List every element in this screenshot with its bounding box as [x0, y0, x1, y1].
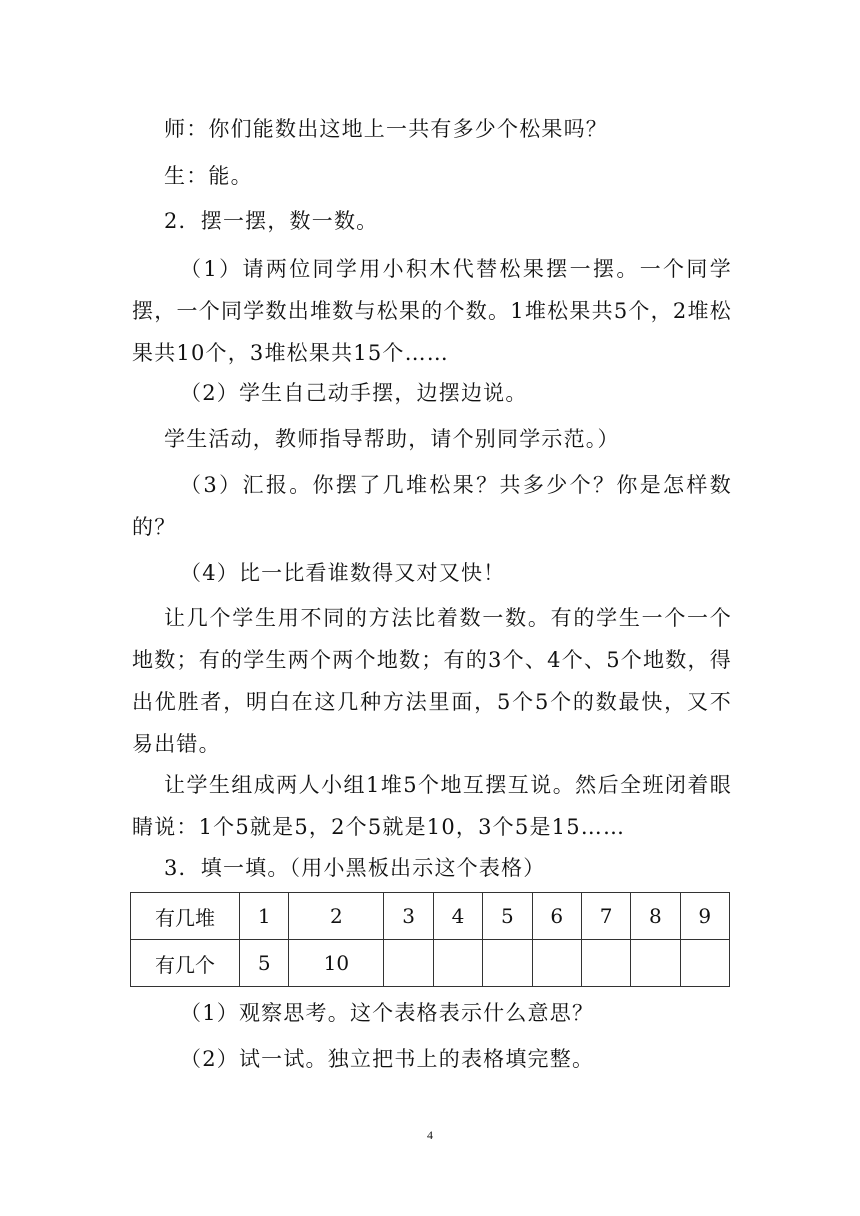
paragraph-observe: （1）观察思考。这个表格表示什么意思？	[180, 1001, 595, 1025]
paragraph-teacher-question: 师：你们能数出这地上一共有多少个松果吗？	[164, 117, 608, 141]
table-cell: 2	[289, 893, 384, 940]
table-cell	[532, 940, 581, 987]
table-cell	[384, 940, 433, 987]
paragraph-pair-practice: 让学生组成两人小组1堆5个地互摆互说。然后全班闭着眼睛说：1个5就是5，2个5就是10，3个5是15……	[132, 773, 732, 839]
table-cell: 7	[581, 893, 630, 940]
table-cell: 5	[483, 893, 532, 940]
table-cell: 10	[289, 940, 384, 987]
page-number: 4	[427, 1128, 433, 1142]
table-cell	[680, 940, 729, 987]
table-row	[131, 940, 730, 987]
paragraph-step-1: （1）请两位同学用小积木代替松果摆一摆。一个同学摆，一个同学数出堆数与松果的个数。1堆松果共5个，2堆松果共10个，3堆松果共15个……	[132, 257, 732, 365]
table-cell: 6	[532, 893, 581, 940]
paragraph-try: （2）试一试。独立把书上的表格填完整。	[180, 1047, 595, 1071]
table-cell	[581, 940, 630, 987]
table-cell: 4	[433, 893, 482, 940]
table-cell	[483, 940, 532, 987]
paragraph-step-2: （2）学生自己动手摆，边摆边说。	[180, 381, 528, 405]
table-cell	[631, 940, 680, 987]
paragraph-step-4: （4）比一比看谁数得又对又快！	[180, 561, 506, 585]
paragraph-step-3: （3）汇报。你摆了几堆松果？共多少个？你是怎样数的？	[132, 473, 732, 539]
table-row-label: 有几堆	[131, 893, 240, 940]
table-cell: 5	[240, 940, 289, 987]
table-cell: 8	[631, 893, 680, 940]
table-row-label: 有几个	[131, 940, 240, 987]
table-row	[131, 893, 730, 940]
table-cell: 1	[240, 893, 289, 940]
paragraph-student-answer: 生：能。	[164, 164, 253, 188]
paragraph-student-activity: 学生活动，教师指导帮助，请个别同学示范。）	[164, 427, 620, 451]
table-cell: 9	[680, 893, 729, 940]
paragraph-counting-methods: 让几个学生用不同的方法比着数一数。有的学生一个一个地数；有的学生两个两个地数；有的3个、4个、5个地数，得出优胜者，明白在这几种方法里面，5个5个的数最快，又不易出错。	[132, 606, 732, 756]
table-cell	[433, 940, 482, 987]
table-cell: 3	[384, 893, 433, 940]
section-heading-3: 3．填一填。（用小黑板出示这个表格）	[164, 856, 546, 880]
fill-in-table	[130, 892, 730, 987]
section-heading-2: 2．摆一摆，数一数。	[164, 209, 379, 233]
